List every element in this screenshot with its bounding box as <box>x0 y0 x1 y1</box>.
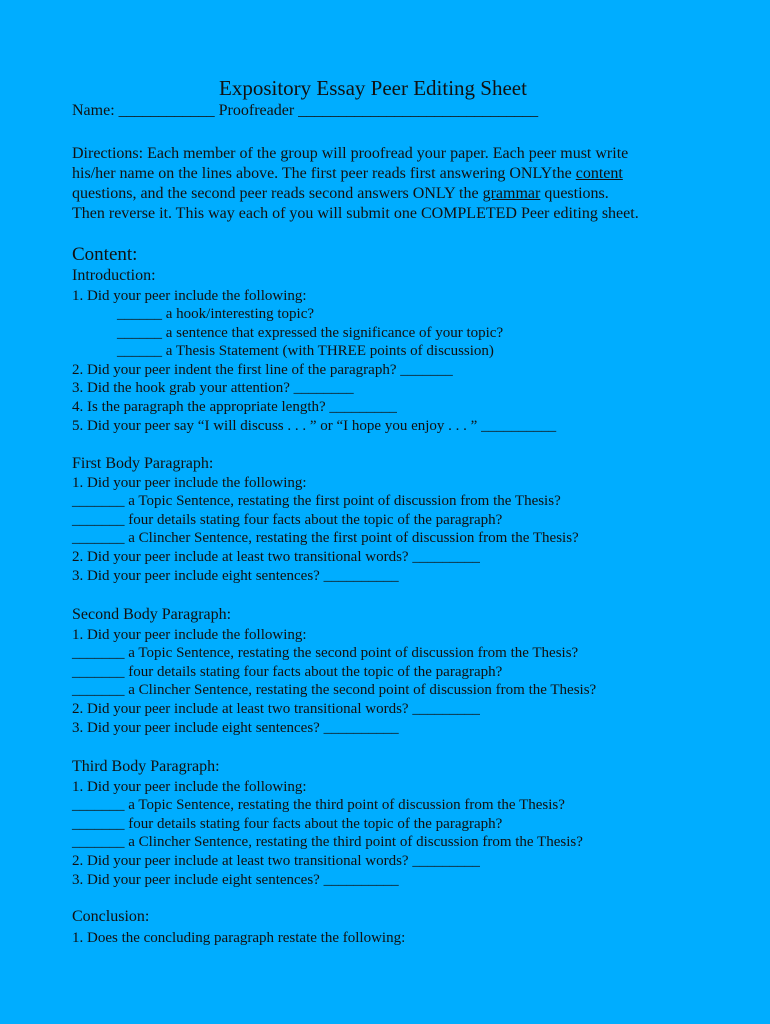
body1-subitem-clincher: _______ a Clincher Sentence, restating the first point of discussion from the Thesis? <box>72 530 579 546</box>
body1-subitem-topic: _______ a Topic Sentence, restating the first point of discussion from the Thesis? <box>72 493 561 509</box>
intro-subitem-thesis: ______ a Thesis Statement (with THREE points of discussion) <box>117 343 494 359</box>
body2-subitem-clincher: _______ a Clincher Sentence, restating the second point of discussion from the Thesis? <box>72 682 597 698</box>
body3-subitem-topic: _______ a Topic Sentence, restating the third point of discussion from the Thesis? <box>72 797 565 813</box>
body3-subitem-details: _______ four details stating four facts about the topic of the paragraph? <box>72 816 503 832</box>
second-body-heading: Second Body Paragraph: <box>72 606 232 623</box>
body3-question-3: 3. Did your peer include eight sentences? __________ <box>72 872 399 888</box>
body1-question-1: 1. Did your peer include the following: <box>72 475 307 491</box>
body3-question-2: 2. Did your peer include at least two transitional words? _________ <box>72 853 480 869</box>
intro-subitem-significance: ______ a sentence that expressed the significance of your topic? <box>117 325 504 341</box>
body3-question-1: 1. Did your peer include the following: <box>72 779 307 795</box>
body2-question-1: 1. Did your peer include the following: <box>72 627 307 643</box>
directions-line-1: Directions: Each member of the group will proofread your paper. Each peer must write <box>72 145 629 162</box>
intro-question-5: 5. Did your peer say “I will discuss . . . ” or “I hope you enjoy . . . ” __________ <box>72 418 557 434</box>
body1-subitem-details: _______ four details stating four facts about the topic of the paragraph? <box>72 512 503 528</box>
content-underlined: content <box>575 165 623 182</box>
body3-subitem-clincher: _______ a Clincher Sentence, restating the third point of discussion from the Thesis? <box>72 834 583 850</box>
body2-question-2: 2. Did your peer include at least two transitional words? _________ <box>72 701 480 717</box>
conclusion-heading: Conclusion: <box>72 908 150 925</box>
intro-question-4: 4. Is the paragraph the appropriate length? _________ <box>72 399 397 415</box>
content-heading: Content: <box>72 244 138 265</box>
conclusion-question-1: 1. Does the concluding paragraph restate the following: <box>72 930 406 946</box>
name-proofreader-line: Name: ____________ Proofreader ______________________________ <box>72 102 539 119</box>
body2-question-3: 3. Did your peer include eight sentences? __________ <box>72 720 399 736</box>
grammar-underlined: grammar <box>482 185 541 202</box>
body1-question-2: 2. Did your peer include at least two transitional words? _________ <box>72 549 480 565</box>
directions-line-4: Then reverse it. This way each of you will submit one COMPLETED Peer editing sheet. <box>72 205 639 222</box>
introduction-heading: Introduction: <box>72 267 156 284</box>
first-body-heading: First Body Paragraph: <box>72 455 214 472</box>
intro-question-3: 3. Did the hook grab your attention? ________ <box>72 380 354 396</box>
page-title: Expository Essay Peer Editing Sheet <box>219 76 527 100</box>
body1-question-3: 3. Did your peer include eight sentences? __________ <box>72 568 399 584</box>
third-body-heading: Third Body Paragraph: <box>72 758 220 775</box>
directions-line-3: questions, and the second peer reads second answers ONLY the grammar questions. <box>72 185 609 202</box>
intro-question-1: 1. Did your peer include the following: <box>72 288 307 304</box>
directions-line-2: his/her name on the lines above. The first peer reads first answering ONLYthe content <box>72 165 623 182</box>
body2-subitem-topic: _______ a Topic Sentence, restating the second point of discussion from the Thesis? <box>72 645 579 661</box>
intro-question-2: 2. Did your peer indent the first line of the paragraph? _______ <box>72 362 453 378</box>
body2-subitem-details: _______ four details stating four facts about the topic of the paragraph? <box>72 664 503 680</box>
intro-subitem-hook: ______ a hook/interesting topic? <box>117 306 315 322</box>
